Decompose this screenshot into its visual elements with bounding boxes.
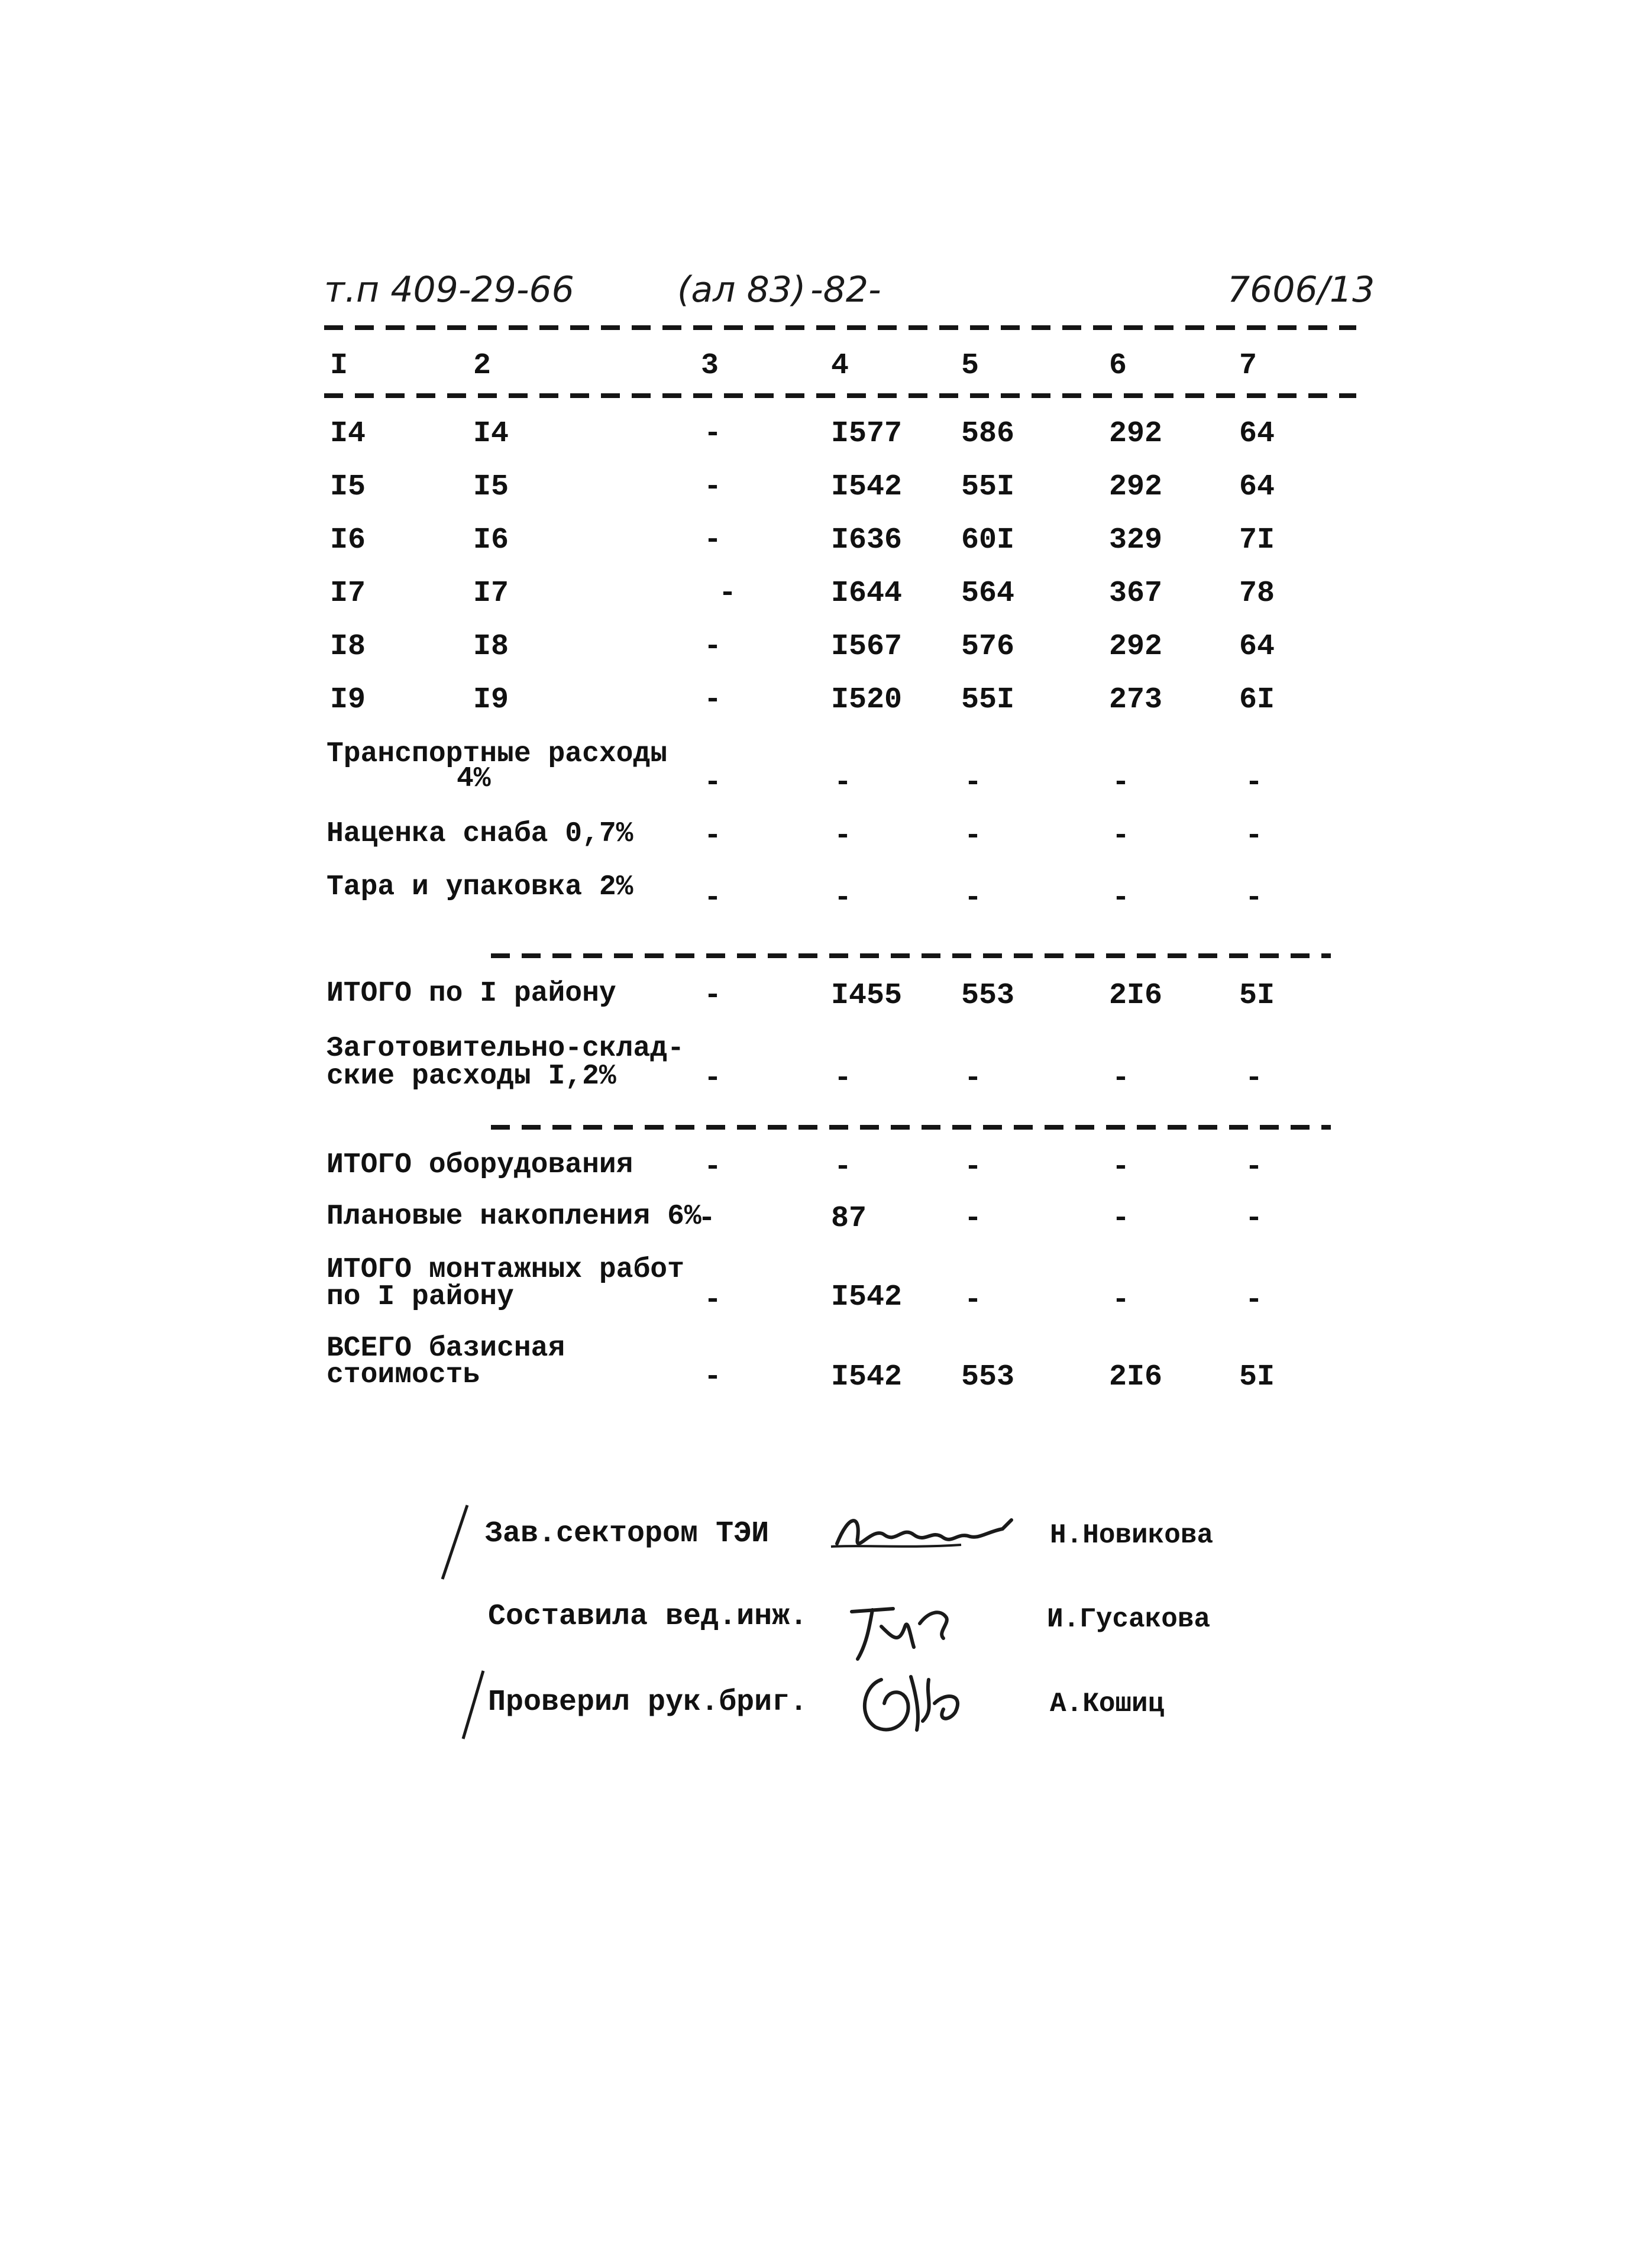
- summary-value: -: [964, 1062, 982, 1095]
- table-cell: I636: [831, 523, 903, 557]
- table-cell: I520: [831, 683, 903, 717]
- table-cell: 292: [1109, 630, 1163, 664]
- summary-label: ИТОГО монтажных работ: [326, 1254, 684, 1286]
- summary-label: Плановые накопления 6%: [326, 1201, 701, 1233]
- col-header-1: I: [330, 349, 348, 383]
- summary-label: Тара и упаковка 2%: [326, 871, 633, 903]
- table-cell: 6I: [1239, 683, 1275, 717]
- col-header-7: 7: [1239, 349, 1257, 383]
- table-cell: I7: [330, 577, 366, 610]
- total-rule: [491, 1125, 1331, 1130]
- signature-role: Зав.сектором ТЭИ: [485, 1517, 770, 1551]
- table-cell: I7: [473, 577, 509, 610]
- summary-value: 87: [831, 1202, 867, 1236]
- table-cell: 292: [1109, 417, 1163, 451]
- table-cell: -: [704, 683, 722, 717]
- table-cell: -: [704, 417, 722, 451]
- summary-value: -: [704, 1360, 722, 1394]
- summary-value: -: [834, 1062, 852, 1095]
- col-header-5: 5: [961, 349, 979, 383]
- handwritten-signature-2: [840, 1591, 982, 1668]
- summary-value: -: [1245, 766, 1263, 800]
- handwritten-signature-3: [846, 1662, 988, 1745]
- summary-value: -: [1245, 1062, 1263, 1095]
- summary-value: 553: [961, 979, 1015, 1013]
- table-cell: I9: [473, 683, 509, 717]
- signatory-name: И.Гусакова: [1047, 1604, 1211, 1635]
- summary-value: -: [704, 1283, 722, 1317]
- table-cell: 55I: [961, 470, 1015, 504]
- summary-value: -: [698, 1202, 716, 1236]
- summary-label: ИТОГО оборудования: [326, 1149, 633, 1181]
- summary-value: I542: [831, 1280, 903, 1314]
- table-cell: 329: [1109, 523, 1163, 557]
- summary-value: -: [834, 1150, 852, 1184]
- summary-value: -: [1112, 766, 1130, 800]
- summary-value: -: [704, 881, 722, 915]
- summary-label: ИТОГО по I району: [326, 978, 616, 1010]
- table-cell: 64: [1239, 470, 1275, 504]
- col-header-4: 4: [831, 349, 849, 383]
- sheet-number: 7606/13: [1227, 269, 1375, 311]
- summary-label: Наценка снаба 0,7%: [326, 818, 633, 850]
- table-cell: I9: [330, 683, 366, 717]
- signatory-name: Н.Новикова: [1050, 1520, 1214, 1551]
- table-cell: 78: [1239, 577, 1275, 610]
- summary-value: 5I: [1239, 1360, 1275, 1394]
- summary-value: -: [1245, 881, 1263, 915]
- table-cell: -: [704, 523, 722, 557]
- summary-value: 2I6: [1109, 1360, 1163, 1394]
- table-cell: 273: [1109, 683, 1163, 717]
- summary-value: -: [964, 819, 982, 853]
- summary-value: 5I: [1239, 979, 1275, 1013]
- table-cell: 564: [961, 577, 1015, 610]
- table-cell: I567: [831, 630, 903, 664]
- summary-value: -: [1245, 819, 1263, 853]
- table-cell: 55I: [961, 683, 1015, 717]
- summary-label-sub: по I району: [326, 1281, 514, 1313]
- summary-value: -: [704, 1062, 722, 1095]
- summary-value: -: [964, 766, 982, 800]
- summary-value: -: [964, 881, 982, 915]
- summary-value: -: [1245, 1283, 1263, 1317]
- table-cell: I6: [473, 523, 509, 557]
- summary-value: I455: [831, 979, 903, 1013]
- summary-label-sub: 4%: [457, 763, 491, 795]
- table-cell: I8: [330, 630, 366, 664]
- summary-value: -: [1245, 1202, 1263, 1236]
- table-cell: -: [704, 630, 722, 664]
- summary-label-sub: ские расходы I,2%: [326, 1060, 616, 1092]
- summary-value: -: [1112, 1202, 1130, 1236]
- col-header-6: 6: [1109, 349, 1127, 383]
- header-rule-bottom: [324, 393, 1356, 398]
- table-cell: I4: [473, 417, 509, 451]
- table-cell: I644: [831, 577, 903, 610]
- table-cell: I577: [831, 417, 903, 451]
- doc-code: т.п 409-29-66: [324, 269, 574, 311]
- summary-value: I542: [831, 1360, 903, 1394]
- slash-mark-1: [438, 1502, 473, 1585]
- summary-value: -: [834, 819, 852, 853]
- summary-value: -: [704, 819, 722, 853]
- summary-value: 2I6: [1109, 979, 1163, 1013]
- signatory-name: А.Кошиц: [1050, 1689, 1165, 1719]
- table-cell: I6: [330, 523, 366, 557]
- header-rule-top: [324, 325, 1356, 330]
- signature-role: Проверил рук.бриг.: [488, 1686, 808, 1719]
- table-cell: 60I: [961, 523, 1015, 557]
- table-cell: 367: [1109, 577, 1163, 610]
- table-cell: I5: [473, 470, 509, 504]
- summary-value: 553: [961, 1360, 1015, 1394]
- handwritten-signature-1: [825, 1502, 1020, 1567]
- summary-value: -: [1112, 881, 1130, 915]
- table-cell: I542: [831, 470, 903, 504]
- table-cell: 64: [1239, 630, 1275, 664]
- table-cell: I5: [330, 470, 366, 504]
- summary-value: -: [834, 766, 852, 800]
- summary-label: Заготовительно-склад-: [326, 1033, 684, 1065]
- summary-value: -: [704, 766, 722, 800]
- table-cell: I8: [473, 630, 509, 664]
- signature-role: Составила вед.инж.: [488, 1600, 808, 1634]
- album-ref: (ал 83): [677, 269, 806, 311]
- page-number: -82-: [810, 269, 881, 311]
- table-cell: -: [704, 470, 722, 504]
- summary-value: -: [1112, 1062, 1130, 1095]
- table-cell: 586: [961, 417, 1015, 451]
- table-cell: -: [719, 577, 737, 610]
- col-header-2: 2: [473, 349, 492, 383]
- summary-label: ВСЕГО базисная: [326, 1333, 565, 1364]
- summary-label: Транспортные расходы: [326, 738, 668, 770]
- summary-value: -: [1112, 1283, 1130, 1317]
- summary-value: -: [834, 881, 852, 915]
- table-cell: 64: [1239, 417, 1275, 451]
- summary-value: -: [964, 1283, 982, 1317]
- table-cell: 7I: [1239, 523, 1275, 557]
- summary-value: -: [964, 1202, 982, 1236]
- slash-mark-2: [458, 1668, 488, 1745]
- table-cell: 292: [1109, 470, 1163, 504]
- subtotal-rule: [491, 953, 1331, 958]
- summary-label-sub: стоимость: [326, 1359, 480, 1391]
- summary-value: -: [1112, 819, 1130, 853]
- col-header-3: 3: [701, 349, 719, 383]
- table-cell: 576: [961, 630, 1015, 664]
- table-cell: I4: [330, 417, 366, 451]
- summary-value: -: [1245, 1150, 1263, 1184]
- summary-value: -: [1112, 1150, 1130, 1184]
- summary-value: -: [964, 1150, 982, 1184]
- summary-value: -: [704, 979, 722, 1013]
- summary-value: -: [704, 1150, 722, 1184]
